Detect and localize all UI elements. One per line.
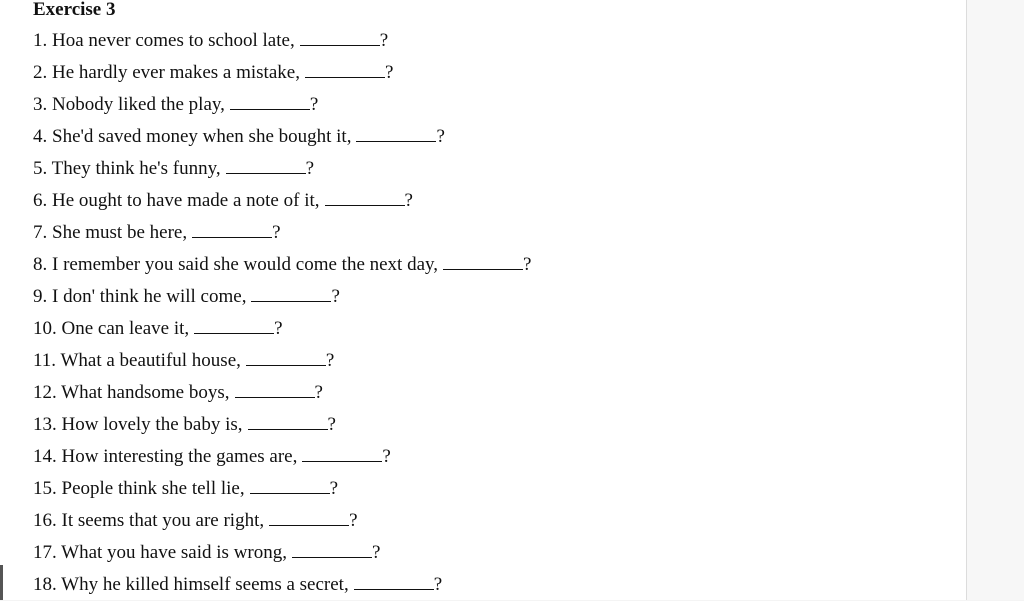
question-text: 13. How lovely the baby is, — [33, 414, 243, 435]
question-text: 18. Why he killed himself seems a secret, — [33, 574, 349, 595]
question-text: 2. He hardly ever makes a mistake, — [33, 62, 300, 83]
question-item — [33, 569, 953, 601]
question-text: 7. She must be here, — [33, 222, 188, 243]
question-mark: ? — [314, 382, 323, 403]
question-mark: ? — [327, 414, 336, 435]
answer-blank[interactable] — [235, 396, 315, 398]
question-text: 14. How interesting the games are, — [33, 446, 298, 467]
question-item — [33, 57, 953, 89]
question-text: 6. He ought to have made a note of it, — [33, 190, 320, 211]
question-mark: ? — [274, 318, 283, 339]
question-item — [33, 185, 953, 217]
answer-blank[interactable] — [443, 268, 523, 270]
question-item — [33, 441, 953, 473]
answer-blank[interactable] — [354, 588, 434, 590]
question-mark: ? — [433, 574, 443, 595]
answer-blank[interactable] — [194, 332, 274, 334]
page-gutter — [967, 0, 1024, 600]
answer-blank[interactable] — [246, 364, 326, 366]
question-item — [33, 89, 953, 121]
question-text: 16. It seems that you are right, — [33, 510, 265, 531]
question-item — [33, 409, 953, 441]
answer-blank[interactable] — [251, 300, 331, 302]
question-text: 3. Nobody liked the play, — [33, 94, 225, 115]
question-mark: ? — [404, 190, 413, 211]
question-mark: ? — [325, 350, 335, 371]
question-mark: ? — [309, 94, 319, 115]
question-mark: ? — [372, 542, 381, 563]
answer-blank[interactable] — [300, 44, 380, 46]
question-item — [33, 217, 953, 249]
window-edge-marker — [0, 565, 3, 600]
answer-blank[interactable] — [356, 140, 436, 142]
question-item — [33, 345, 953, 377]
answer-blank[interactable] — [325, 204, 405, 206]
question-text: 8. I remember you said she would come the next day, — [33, 254, 439, 275]
answer-blank[interactable] — [302, 460, 382, 462]
exercise-title: Exercise 3 — [33, 0, 116, 20]
question-mark: ? — [331, 286, 340, 307]
question-text: 5. They think he's funny, — [33, 158, 221, 179]
answer-blank[interactable] — [248, 428, 328, 430]
question-text: 9. I don' think he will come, — [33, 286, 247, 307]
answer-blank[interactable] — [250, 492, 330, 494]
question-mark: ? — [272, 222, 281, 243]
question-mark: ? — [305, 158, 315, 179]
question-text: 1. Hoa never comes to school late, — [33, 30, 295, 51]
question-item — [33, 377, 953, 409]
question-text: 10. One can leave it, — [33, 318, 190, 339]
question-item — [33, 473, 953, 505]
exercise-content — [33, 0, 953, 601]
question-mark: ? — [436, 126, 445, 147]
question-mark: ? — [384, 62, 394, 83]
question-text: 15. People think she tell lie, — [33, 478, 245, 499]
question-mark: ? — [349, 510, 358, 531]
question-item — [33, 25, 953, 57]
answer-blank[interactable] — [230, 108, 310, 110]
answer-blank[interactable] — [305, 76, 385, 78]
question-item — [33, 537, 953, 569]
question-text: 4. She'd saved money when she bought it, — [33, 126, 352, 147]
question-text: 12. What handsome boys, — [33, 382, 230, 403]
answer-blank[interactable] — [226, 172, 306, 174]
question-text: 11. What a beautiful house, — [33, 350, 241, 371]
answer-blank[interactable] — [292, 556, 372, 558]
question-mark: ? — [523, 254, 532, 275]
question-mark: ? — [382, 446, 391, 467]
question-mark: ? — [379, 30, 389, 51]
answer-blank[interactable] — [192, 236, 272, 238]
answer-blank[interactable] — [269, 524, 349, 526]
question-item — [33, 249, 953, 281]
question-text: 17. What you have said is wrong, — [33, 542, 287, 563]
question-item — [33, 121, 953, 153]
question-item — [33, 505, 953, 537]
question-list — [33, 25, 953, 601]
question-item — [33, 281, 953, 313]
question-mark: ? — [329, 478, 339, 499]
question-item — [33, 313, 953, 345]
question-item — [33, 153, 953, 185]
